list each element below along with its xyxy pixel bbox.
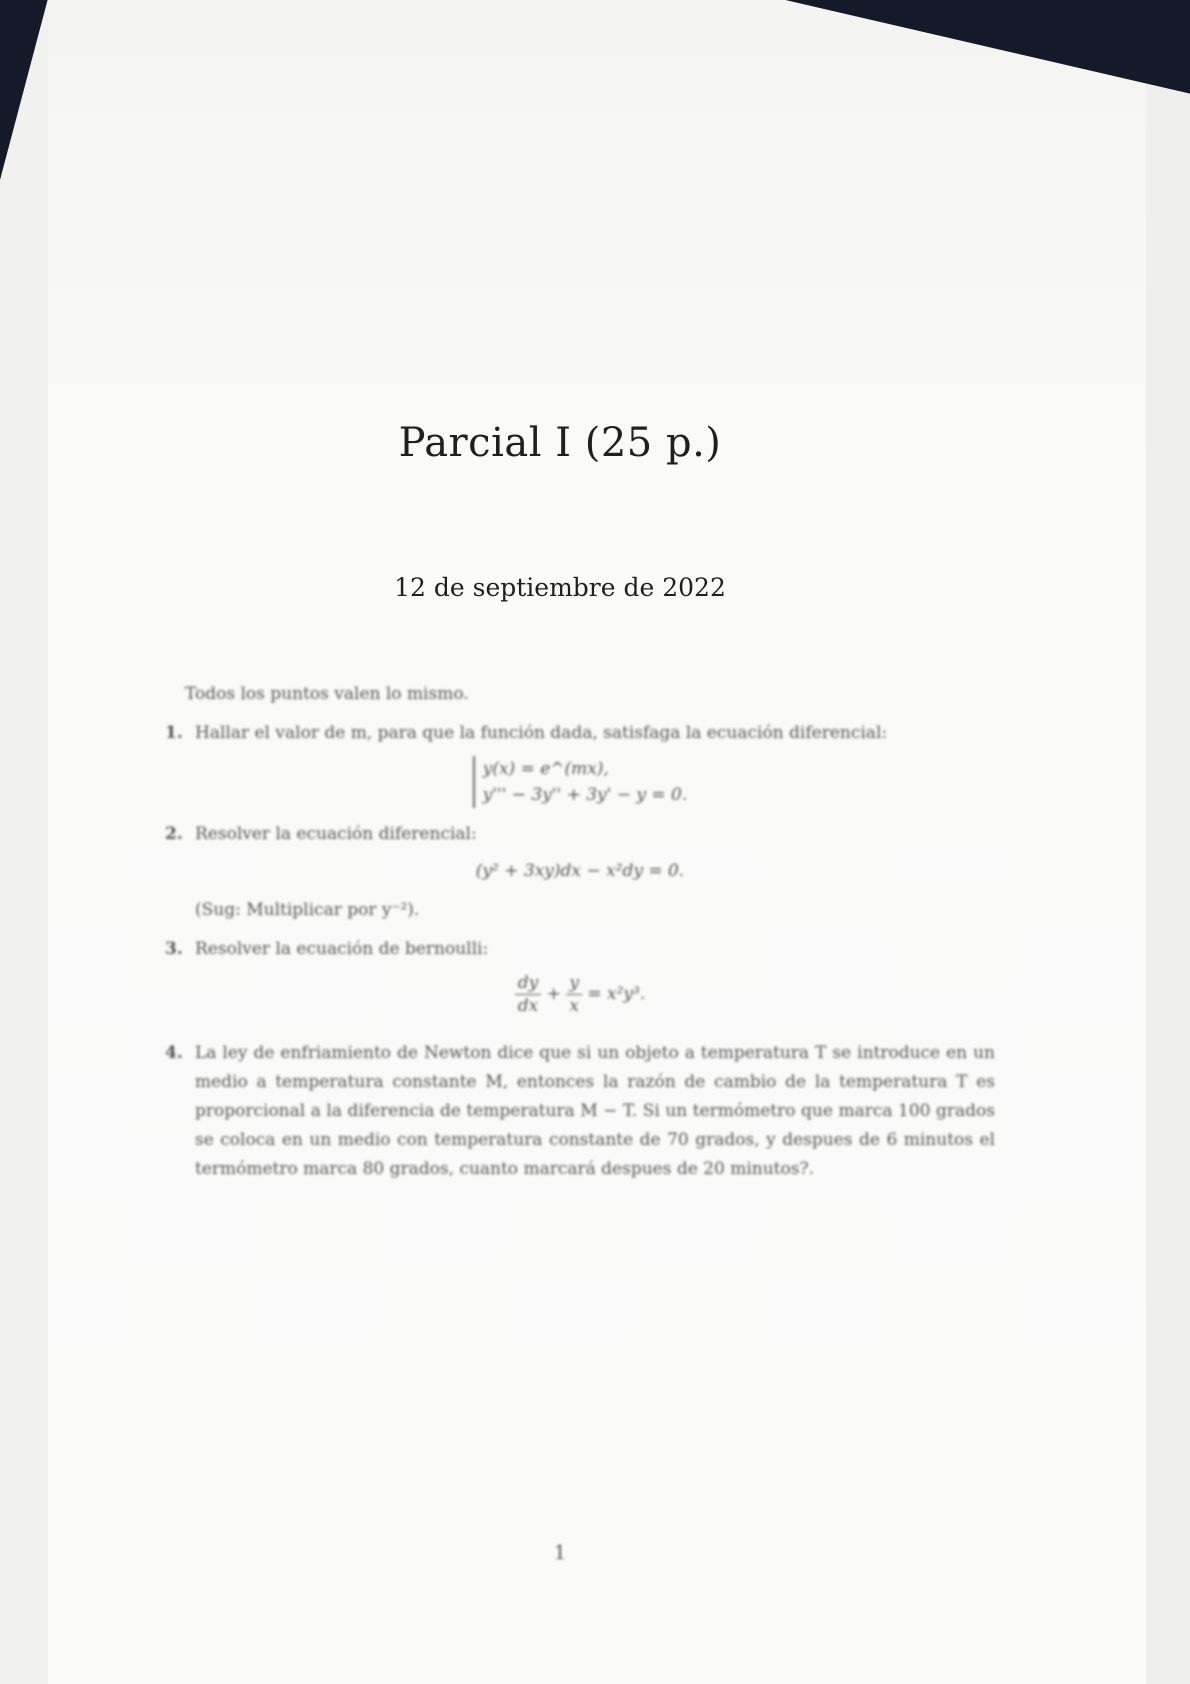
- problem-text: Resolver la ecuación diferencial:: [195, 824, 477, 844]
- fraction-denominator: x: [569, 996, 579, 1016]
- problem-text: Resolver la ecuación de bernoulli:: [195, 939, 489, 959]
- fraction-dy-dx: [515, 972, 542, 1017]
- problem-3: [165, 935, 995, 964]
- problem-4: [165, 1039, 995, 1184]
- problem-1: [165, 719, 995, 748]
- exam-body: [165, 680, 995, 1184]
- intro-text: Todos los puntos valen lo mismo.: [185, 684, 469, 704]
- fraction-numerator: dy: [515, 972, 542, 995]
- fraction-y-x: [566, 972, 582, 1017]
- fraction-numerator: y: [566, 972, 582, 995]
- problem-text: La ley de enfriamiento de Newton dice que si un objeto a temperatura T se introduce en un medio a temperatura constante M, entonces la razón de cambio de la temperatura T es proporcional a la diferencia de temperatura M − T. Si un termómetro que marca 100 grados se coloca en un medio con temperatura constante de 70 grados, y despues de 6 minutos el termómetro marca 80 grados, cuanto marcará despues de 20 minutos?.: [195, 1043, 995, 1179]
- page-number: 1: [553, 1540, 567, 1564]
- exam-date: 12 de septiembre de 2022: [394, 573, 726, 602]
- exam-title: Parcial I (25 p.): [398, 420, 722, 466]
- equation-line: y''' − 3y'' + 3y' − y = 0.: [482, 785, 688, 805]
- problem-number: 2.: [165, 824, 183, 844]
- paper-right-edge: [1146, 0, 1190, 1684]
- equation-rhs: = x²y³.: [587, 984, 646, 1004]
- problem-2-hint: (Sug: Multiplicar por y⁻²).: [195, 900, 420, 920]
- paper-left-edge: [0, 0, 48, 1684]
- equation-line: y(x) = e^(mx),: [482, 759, 609, 779]
- problem-number: 3.: [165, 939, 183, 959]
- problem-number: 4.: [165, 1043, 183, 1063]
- problem-2-equation: (y² + 3xy)dx − x²dy = 0.: [475, 861, 685, 881]
- problem-text: Hallar el valor de m, para que la función dada, satisfaga la ecuación diferencial:: [195, 723, 888, 743]
- plus-sign: +: [546, 984, 567, 1004]
- problem-1-equation: [165, 756, 995, 810]
- fraction-denominator: dx: [517, 996, 539, 1016]
- problem-number: 1.: [165, 723, 183, 743]
- problem-3-equation: [165, 972, 995, 1017]
- problem-2: [165, 820, 995, 849]
- equation-system: [473, 756, 688, 808]
